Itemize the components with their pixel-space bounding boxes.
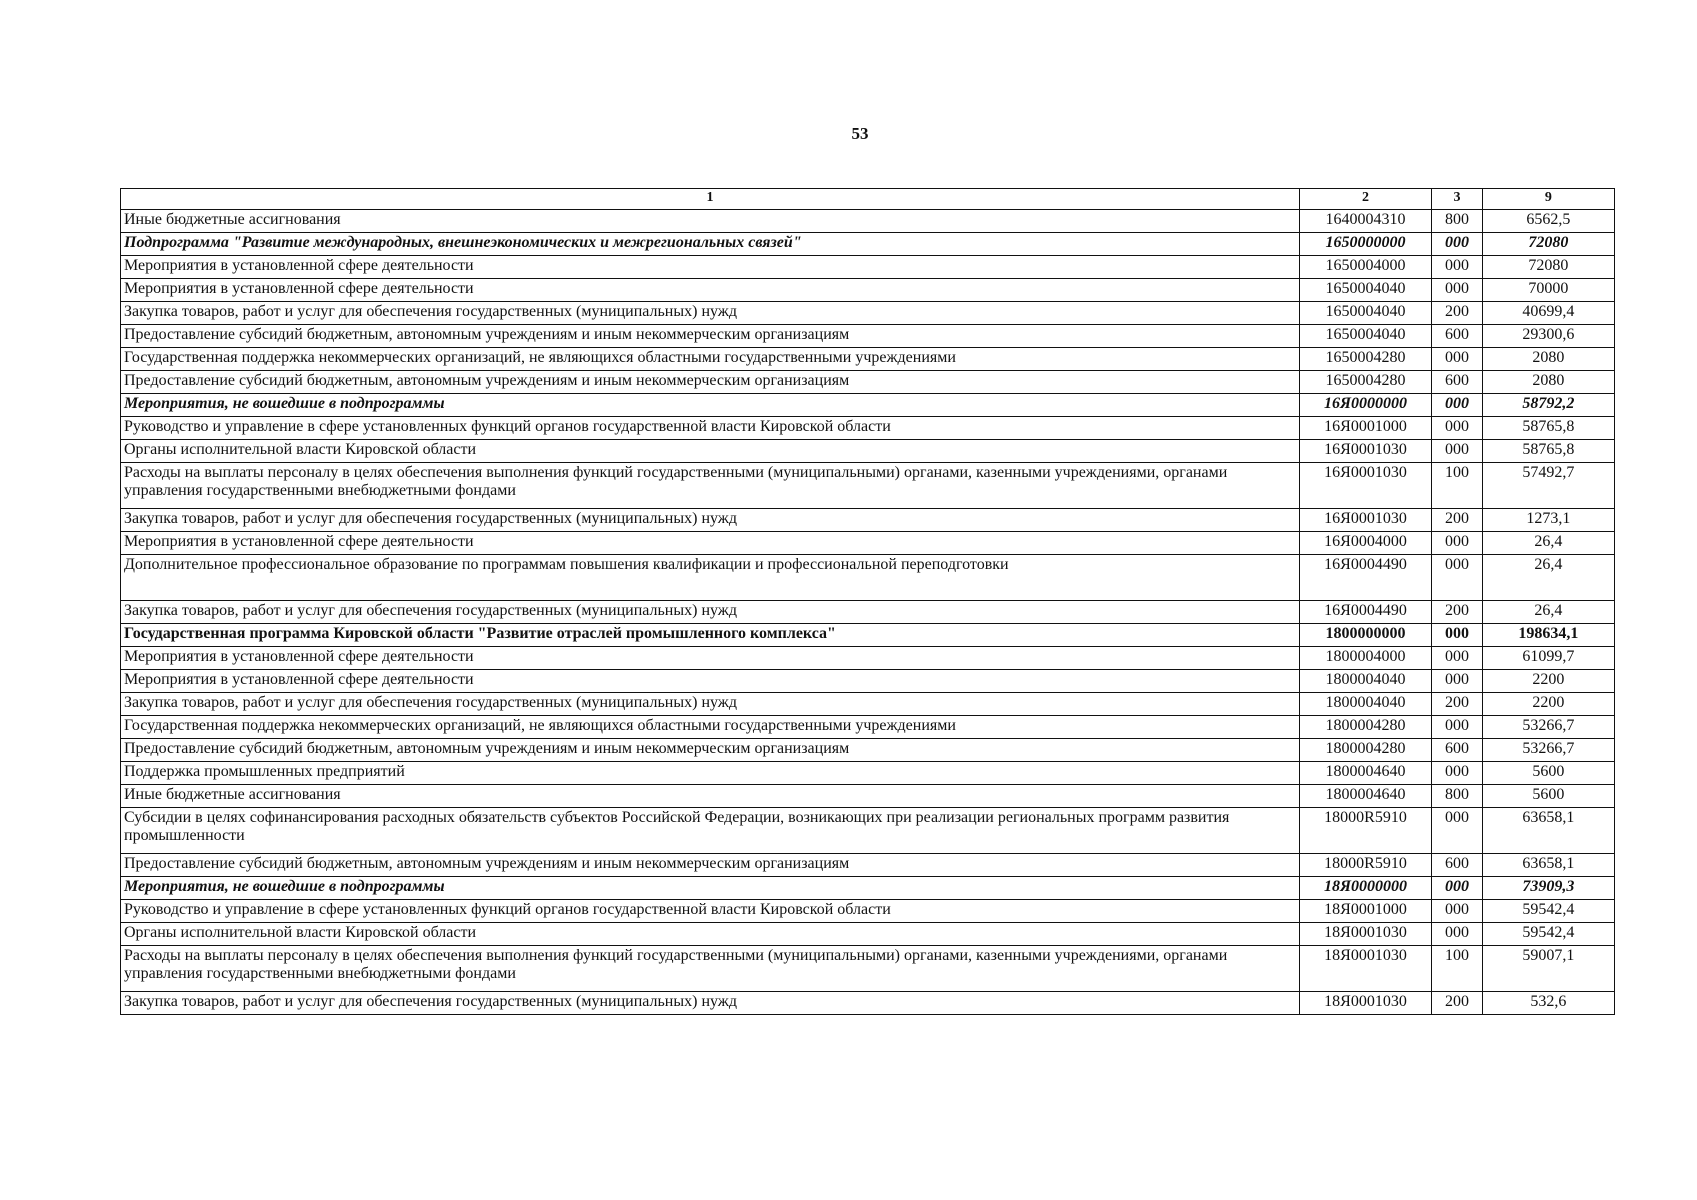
header-col-2: 2 [1299, 189, 1431, 210]
row-sum-cell: 59007,1 [1482, 946, 1614, 992]
table-row [121, 256, 1615, 279]
row-code-cell: 1650004040 [1299, 325, 1431, 348]
row-sum-cell: 2200 [1482, 693, 1614, 716]
row-sum-cell: 63658,1 [1482, 854, 1614, 877]
row-sum-cell: 58765,8 [1482, 417, 1614, 440]
row-code-cell: 1650004000 [1299, 256, 1431, 279]
row-code-cell: 1650000000 [1299, 233, 1431, 256]
row-code-cell: 18Я0001030 [1299, 946, 1431, 992]
row-sum-cell: 72080 [1482, 233, 1614, 256]
row-code-cell: 16Я0004000 [1299, 532, 1431, 555]
table-row [121, 233, 1615, 256]
table-row [121, 394, 1615, 417]
row-type-cell: 600 [1432, 739, 1483, 762]
row-type-cell: 800 [1432, 785, 1483, 808]
row-type-cell: 000 [1432, 647, 1483, 670]
row-code-cell: 1800004000 [1299, 647, 1431, 670]
page-number: 53 [851, 124, 869, 143]
row-sum-cell: 26,4 [1482, 532, 1614, 555]
row-code-cell: 16Я0001030 [1299, 463, 1431, 509]
row-name-cell: Подпрограмма "Развитие международных, внешнеэкономических и межрегиональных связей" [121, 233, 1300, 256]
table-row [121, 900, 1615, 923]
row-name-cell: Закупка товаров, работ и услуг для обеспечения государственных (муниципальных) нужд [121, 992, 1300, 1015]
row-name-cell: Предоставление субсидий бюджетным, автономным учреждениям и иным некоммерческим организациям [121, 371, 1300, 394]
row-type-cell: 000 [1432, 762, 1483, 785]
row-sum-cell: 6562,5 [1482, 210, 1614, 233]
row-name-cell: Предоставление субсидий бюджетным, автономным учреждениям и иным некоммерческим организациям [121, 325, 1300, 348]
row-type-cell: 000 [1432, 279, 1483, 302]
row-type-cell: 000 [1432, 555, 1483, 601]
row-sum-cell: 59542,4 [1482, 923, 1614, 946]
row-code-cell: 1650004280 [1299, 348, 1431, 371]
row-sum-cell: 532,6 [1482, 992, 1614, 1015]
row-code-cell: 1800004280 [1299, 716, 1431, 739]
row-type-cell: 000 [1432, 877, 1483, 900]
row-code-cell: 18Я0001030 [1299, 992, 1431, 1015]
row-name-cell: Государственная программа Кировской области "Развитие отраслей промышленного комплекса" [121, 624, 1300, 647]
row-sum-cell: 5600 [1482, 762, 1614, 785]
row-code-cell: 16Я0004490 [1299, 601, 1431, 624]
row-code-cell: 18000R5910 [1299, 808, 1431, 854]
row-sum-cell: 29300,6 [1482, 325, 1614, 348]
table-row [121, 992, 1615, 1015]
row-type-cell: 000 [1432, 348, 1483, 371]
table-row [121, 739, 1615, 762]
row-code-cell: 1640004310 [1299, 210, 1431, 233]
row-code-cell: 18Я0000000 [1299, 877, 1431, 900]
table-row [121, 279, 1615, 302]
row-sum-cell: 58765,8 [1482, 440, 1614, 463]
row-sum-cell: 53266,7 [1482, 716, 1614, 739]
table-row [121, 877, 1615, 900]
table-row [121, 647, 1615, 670]
row-name-cell: Иные бюджетные ассигнования [121, 785, 1300, 808]
row-type-cell: 800 [1432, 210, 1483, 233]
row-name-cell: Мероприятия в установленной сфере деятельности [121, 647, 1300, 670]
row-type-cell: 000 [1432, 670, 1483, 693]
row-type-cell: 000 [1432, 394, 1483, 417]
table-row [121, 923, 1615, 946]
row-name-cell: Расходы на выплаты персоналу в целях обеспечения выполнения функций государственными (муниципальными) органами, казенными учреждениями, органами управления государственными внебюджетными фондами [121, 946, 1300, 992]
row-code-cell: 1650004280 [1299, 371, 1431, 394]
row-type-cell: 100 [1432, 463, 1483, 509]
table-row [121, 348, 1615, 371]
row-code-cell: 16Я0001000 [1299, 417, 1431, 440]
row-sum-cell: 59542,4 [1482, 900, 1614, 923]
row-type-cell: 000 [1432, 923, 1483, 946]
row-type-cell: 000 [1432, 440, 1483, 463]
row-sum-cell: 53266,7 [1482, 739, 1614, 762]
row-name-cell: Руководство и управление в сфере установленных функций органов государственной власти Кировской области [121, 417, 1300, 440]
row-type-cell: 200 [1432, 601, 1483, 624]
row-type-cell: 000 [1432, 716, 1483, 739]
row-sum-cell: 73909,3 [1482, 877, 1614, 900]
row-code-cell: 1800004640 [1299, 762, 1431, 785]
row-sum-cell: 26,4 [1482, 555, 1614, 601]
row-code-cell: 1650004040 [1299, 279, 1431, 302]
row-type-cell: 200 [1432, 992, 1483, 1015]
table-row [121, 463, 1615, 509]
row-sum-cell: 70000 [1482, 279, 1614, 302]
row-code-cell: 1800004280 [1299, 739, 1431, 762]
row-sum-cell: 5600 [1482, 785, 1614, 808]
row-type-cell: 600 [1432, 371, 1483, 394]
row-sum-cell: 72080 [1482, 256, 1614, 279]
table-row [121, 693, 1615, 716]
table-row [121, 555, 1615, 601]
row-name-cell: Мероприятия, не вошедшие в подпрограммы [121, 877, 1300, 900]
row-name-cell: Дополнительное профессиональное образование по программам повышения квалификации и профессиональной переподготовки [121, 555, 1300, 601]
row-name-cell: Закупка товаров, работ и услуг для обеспечения государственных (муниципальных) нужд [121, 601, 1300, 624]
row-code-cell: 1800004640 [1299, 785, 1431, 808]
row-type-cell: 600 [1432, 854, 1483, 877]
row-sum-cell: 58792,2 [1482, 394, 1614, 417]
table-row [121, 210, 1615, 233]
row-name-cell: Мероприятия в установленной сфере деятельности [121, 256, 1300, 279]
table-row [121, 532, 1615, 555]
row-sum-cell: 61099,7 [1482, 647, 1614, 670]
row-code-cell: 1800004040 [1299, 693, 1431, 716]
row-code-cell: 18Я0001000 [1299, 900, 1431, 923]
row-name-cell: Предоставление субсидий бюджетным, автономным учреждениям и иным некоммерческим организациям [121, 739, 1300, 762]
row-name-cell: Иные бюджетные ассигнования [121, 210, 1300, 233]
row-code-cell: 1800004040 [1299, 670, 1431, 693]
row-type-cell: 200 [1432, 509, 1483, 532]
row-type-cell: 200 [1432, 302, 1483, 325]
table-row [121, 624, 1615, 647]
table-row [121, 762, 1615, 785]
row-code-cell: 16Я0001030 [1299, 440, 1431, 463]
table-row [121, 440, 1615, 463]
row-type-cell: 000 [1432, 256, 1483, 279]
row-name-cell: Мероприятия в установленной сфере деятельности [121, 279, 1300, 302]
row-type-cell: 200 [1432, 693, 1483, 716]
row-name-cell: Мероприятия в установленной сфере деятельности [121, 532, 1300, 555]
header-col-9: 9 [1482, 189, 1614, 210]
row-type-cell: 000 [1432, 624, 1483, 647]
row-code-cell: 1800000000 [1299, 624, 1431, 647]
row-sum-cell: 40699,4 [1482, 302, 1614, 325]
row-type-cell: 000 [1432, 808, 1483, 854]
row-name-cell: Государственная поддержка некоммерческих организаций, не являющихся областными государственными учреждениями [121, 716, 1300, 739]
row-sum-cell: 2200 [1482, 670, 1614, 693]
row-name-cell: Мероприятия, не вошедшие в подпрограммы [121, 394, 1300, 417]
table-row [121, 509, 1615, 532]
row-type-cell: 000 [1432, 233, 1483, 256]
row-name-cell: Органы исполнительной власти Кировской области [121, 923, 1300, 946]
table-row [121, 946, 1615, 992]
row-name-cell: Руководство и управление в сфере установленных функций органов государственной власти Кировской области [121, 900, 1300, 923]
table-header [121, 189, 1615, 210]
row-sum-cell: 198634,1 [1482, 624, 1614, 647]
table-row [121, 854, 1615, 877]
row-type-cell: 000 [1432, 532, 1483, 555]
row-name-cell: Поддержка промышленных предприятий [121, 762, 1300, 785]
table-row [121, 716, 1615, 739]
table-row [121, 371, 1615, 394]
row-type-cell: 000 [1432, 417, 1483, 440]
table-body [121, 210, 1615, 1015]
row-name-cell: Закупка товаров, работ и услуг для обеспечения государственных (муниципальных) нужд [121, 509, 1300, 532]
row-sum-cell: 2080 [1482, 371, 1614, 394]
table-row [121, 670, 1615, 693]
row-name-cell: Предоставление субсидий бюджетным, автономным учреждениям и иным некоммерческим организациям [121, 854, 1300, 877]
row-sum-cell: 2080 [1482, 348, 1614, 371]
row-type-cell: 600 [1432, 325, 1483, 348]
row-code-cell: 18Я0001030 [1299, 923, 1431, 946]
row-code-cell: 16Я0000000 [1299, 394, 1431, 417]
row-name-cell: Закупка товаров, работ и услуг для обеспечения государственных (муниципальных) нужд [121, 693, 1300, 716]
row-code-cell: 1650004040 [1299, 302, 1431, 325]
row-name-cell: Расходы на выплаты персоналу в целях обеспечения выполнения функций государственными (муниципальными) органами, казенными учреждениями, органами управления государственными внебюджетными фондами [121, 463, 1300, 509]
row-sum-cell: 63658,1 [1482, 808, 1614, 854]
table-row [121, 785, 1615, 808]
row-name-cell: Мероприятия в установленной сфере деятельности [121, 670, 1300, 693]
row-code-cell: 18000R5910 [1299, 854, 1431, 877]
row-sum-cell: 26,4 [1482, 601, 1614, 624]
budget-table [120, 188, 1615, 1015]
row-type-cell: 100 [1432, 946, 1483, 992]
row-name-cell: Закупка товаров, работ и услуг для обеспечения государственных (муниципальных) нужд [121, 302, 1300, 325]
row-name-cell: Субсидии в целях софинансирования расходных обязательств субъектов Российской Федерации, возникающих при реализации региональных программ развития промышленности [121, 808, 1300, 854]
table-row [121, 302, 1615, 325]
table-row [121, 601, 1615, 624]
row-name-cell: Органы исполнительной власти Кировской области [121, 440, 1300, 463]
row-code-cell: 16Я0004490 [1299, 555, 1431, 601]
row-sum-cell: 1273,1 [1482, 509, 1614, 532]
table-row [121, 808, 1615, 854]
table-row [121, 417, 1615, 440]
row-name-cell: Государственная поддержка некоммерческих организаций, не являющихся областными государственными учреждениями [121, 348, 1300, 371]
row-code-cell: 16Я0001030 [1299, 509, 1431, 532]
table-row [121, 325, 1615, 348]
header-col-3: 3 [1432, 189, 1483, 210]
row-type-cell: 000 [1432, 900, 1483, 923]
row-sum-cell: 57492,7 [1482, 463, 1614, 509]
header-col-1: 1 [121, 189, 1300, 210]
